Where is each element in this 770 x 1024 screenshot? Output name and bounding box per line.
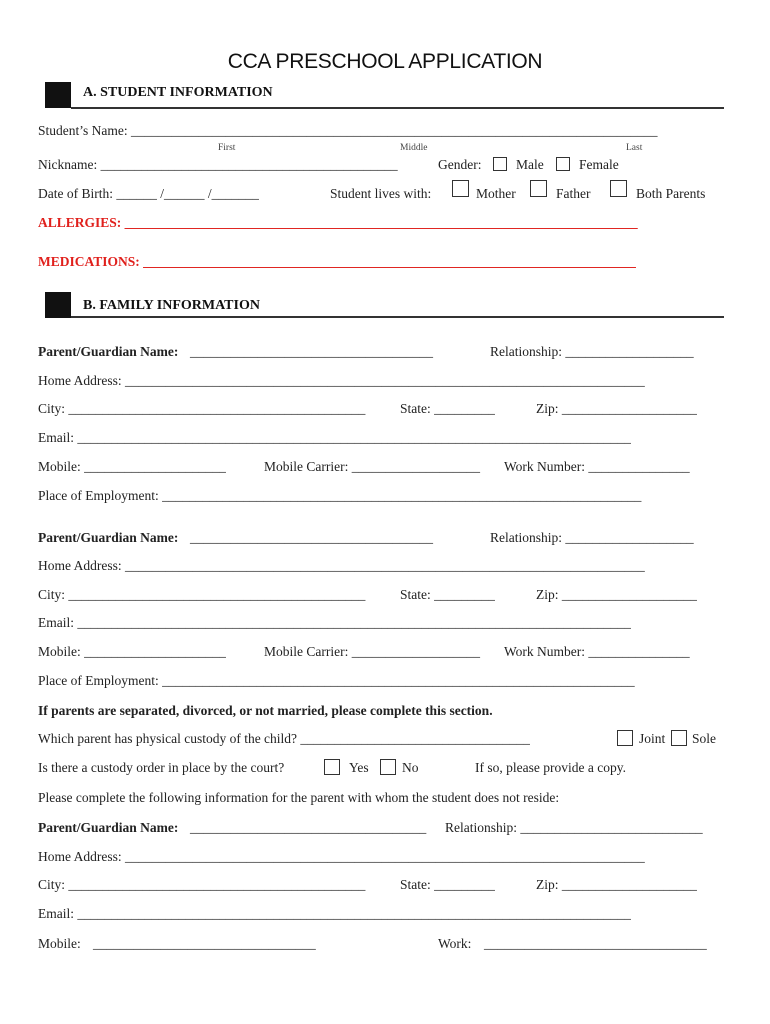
page-title: CCA PRESCHOOL APPLICATION	[227, 50, 543, 73]
guardian2-state-field[interactable]: State: _________	[400, 587, 495, 602]
no-checkbox[interactable]	[380, 759, 396, 775]
sole-label: Sole	[692, 731, 717, 746]
father-checkbox[interactable]	[530, 180, 547, 197]
other-parent-note: Please complete the following information for the parent with whom the student does not reside:	[38, 790, 560, 805]
custody-question-field[interactable]: Which parent has physical custody of the child? __________________________________	[38, 731, 530, 746]
gender-label: Gender:	[438, 157, 482, 172]
other-parent-email-field[interactable]: Email: __________________________________________________________________________________	[38, 906, 631, 921]
father-label: Father	[556, 186, 591, 201]
joint-label: Joint	[639, 731, 666, 746]
male-checkbox[interactable]	[493, 157, 507, 171]
other-parent-name-field[interactable]: ___________________________________	[190, 820, 427, 835]
other-parent-mobile-field[interactable]: _________________________________	[93, 936, 316, 951]
student-name-field[interactable]: Student’s Name: ______________________________________________________________________________	[38, 123, 658, 138]
guardian2-name-field[interactable]: ____________________________________	[190, 530, 433, 545]
first-caption: First	[218, 143, 236, 153]
guardian1-relationship-field[interactable]: Relationship: ___________________	[490, 344, 694, 359]
other-parent-mobile-label: Mobile:	[38, 936, 81, 951]
custody-order-question: Is there a custody order in place by the court?	[38, 760, 285, 775]
yes-label: Yes	[349, 760, 369, 775]
guardian2-work-number-field[interactable]: Work Number: _______________	[504, 644, 690, 659]
mother-label: Mother	[476, 186, 516, 201]
guardian1-mobile-field[interactable]: Mobile: _____________________	[38, 459, 226, 474]
female-label: Female	[579, 157, 619, 172]
guardian1-work-number-field[interactable]: Work Number: _______________	[504, 459, 690, 474]
other-parent-name-label: Parent/Guardian Name:	[38, 820, 179, 835]
guardian1-employment-field[interactable]: Place of Employment: _______________________________________________________________________	[38, 488, 642, 503]
male-label: Male	[516, 157, 544, 172]
section-b-rule	[71, 316, 724, 318]
other-parent-city-field[interactable]: City: ____________________________________________	[38, 877, 366, 892]
section-a-marker	[45, 82, 71, 108]
guardian1-state-field[interactable]: State: _________	[400, 401, 495, 416]
dob-field[interactable]: Date of Birth: ______ /______ /_______	[38, 186, 259, 201]
joint-checkbox[interactable]	[617, 730, 633, 746]
medications-field[interactable]: MEDICATIONS: _________________________________________________________________________	[38, 254, 636, 269]
guardian2-employment-field[interactable]: Place of Employment: ______________________________________________________________________	[38, 673, 635, 688]
mother-checkbox[interactable]	[452, 180, 469, 197]
copy-note: If so, please provide a copy.	[475, 760, 626, 775]
yes-checkbox[interactable]	[324, 759, 340, 775]
sole-checkbox[interactable]	[671, 730, 687, 746]
separated-note: If parents are separated, divorced, or not married, please complete this section.	[38, 703, 493, 718]
allergies-field[interactable]: ALLERGIES: ____________________________________________________________________________	[38, 215, 638, 230]
guardian1-name-field[interactable]: ____________________________________	[190, 344, 433, 359]
other-parent-zip-field[interactable]: Zip: ____________________	[536, 877, 697, 892]
other-parent-home-address-field[interactable]: Home Address: _____________________________________________________________________________	[38, 849, 645, 864]
section-b-heading: B. FAMILY INFORMATION	[83, 298, 260, 313]
other-parent-work-field[interactable]: _________________________________	[484, 936, 707, 951]
lives-with-label: Student lives with:	[330, 186, 432, 201]
nickname-field[interactable]: Nickname: ____________________________________________	[38, 157, 398, 172]
other-parent-work-label: Work:	[438, 936, 472, 951]
guardian1-email-field[interactable]: Email: __________________________________________________________________________________	[38, 430, 631, 445]
guardian2-carrier-field[interactable]: Mobile Carrier: ___________________	[264, 644, 480, 659]
guardian2-relationship-field[interactable]: Relationship: ___________________	[490, 530, 694, 545]
other-parent-relationship-field[interactable]: Relationship: ___________________________	[445, 820, 703, 835]
section-a-rule	[71, 107, 724, 109]
female-checkbox[interactable]	[556, 157, 570, 171]
guardian1-home-address-field[interactable]: Home Address: _____________________________________________________________________________	[38, 373, 645, 388]
guardian1-city-field[interactable]: City: ____________________________________________	[38, 401, 366, 416]
guardian1-carrier-field[interactable]: Mobile Carrier: ___________________	[264, 459, 480, 474]
guardian2-home-address-field[interactable]: Home Address: _____________________________________________________________________________	[38, 558, 645, 573]
guardian1-name-label: Parent/Guardian Name:	[38, 344, 179, 359]
guardian2-zip-field[interactable]: Zip: ____________________	[536, 587, 697, 602]
section-b-marker	[45, 292, 71, 318]
both-parents-checkbox[interactable]	[610, 180, 627, 197]
guardian2-mobile-field[interactable]: Mobile: _____________________	[38, 644, 226, 659]
other-parent-state-field[interactable]: State: _________	[400, 877, 495, 892]
guardian2-city-field[interactable]: City: ____________________________________________	[38, 587, 366, 602]
guardian1-zip-field[interactable]: Zip: ____________________	[536, 401, 697, 416]
section-a-heading: A. STUDENT INFORMATION	[83, 85, 273, 100]
no-label: No	[402, 760, 419, 775]
guardian2-email-field[interactable]: Email: __________________________________________________________________________________	[38, 615, 631, 630]
last-caption: Last	[626, 143, 643, 153]
both-parents-label: Both Parents	[636, 186, 706, 201]
guardian2-name-label: Parent/Guardian Name:	[38, 530, 179, 545]
middle-caption: Middle	[400, 143, 428, 153]
